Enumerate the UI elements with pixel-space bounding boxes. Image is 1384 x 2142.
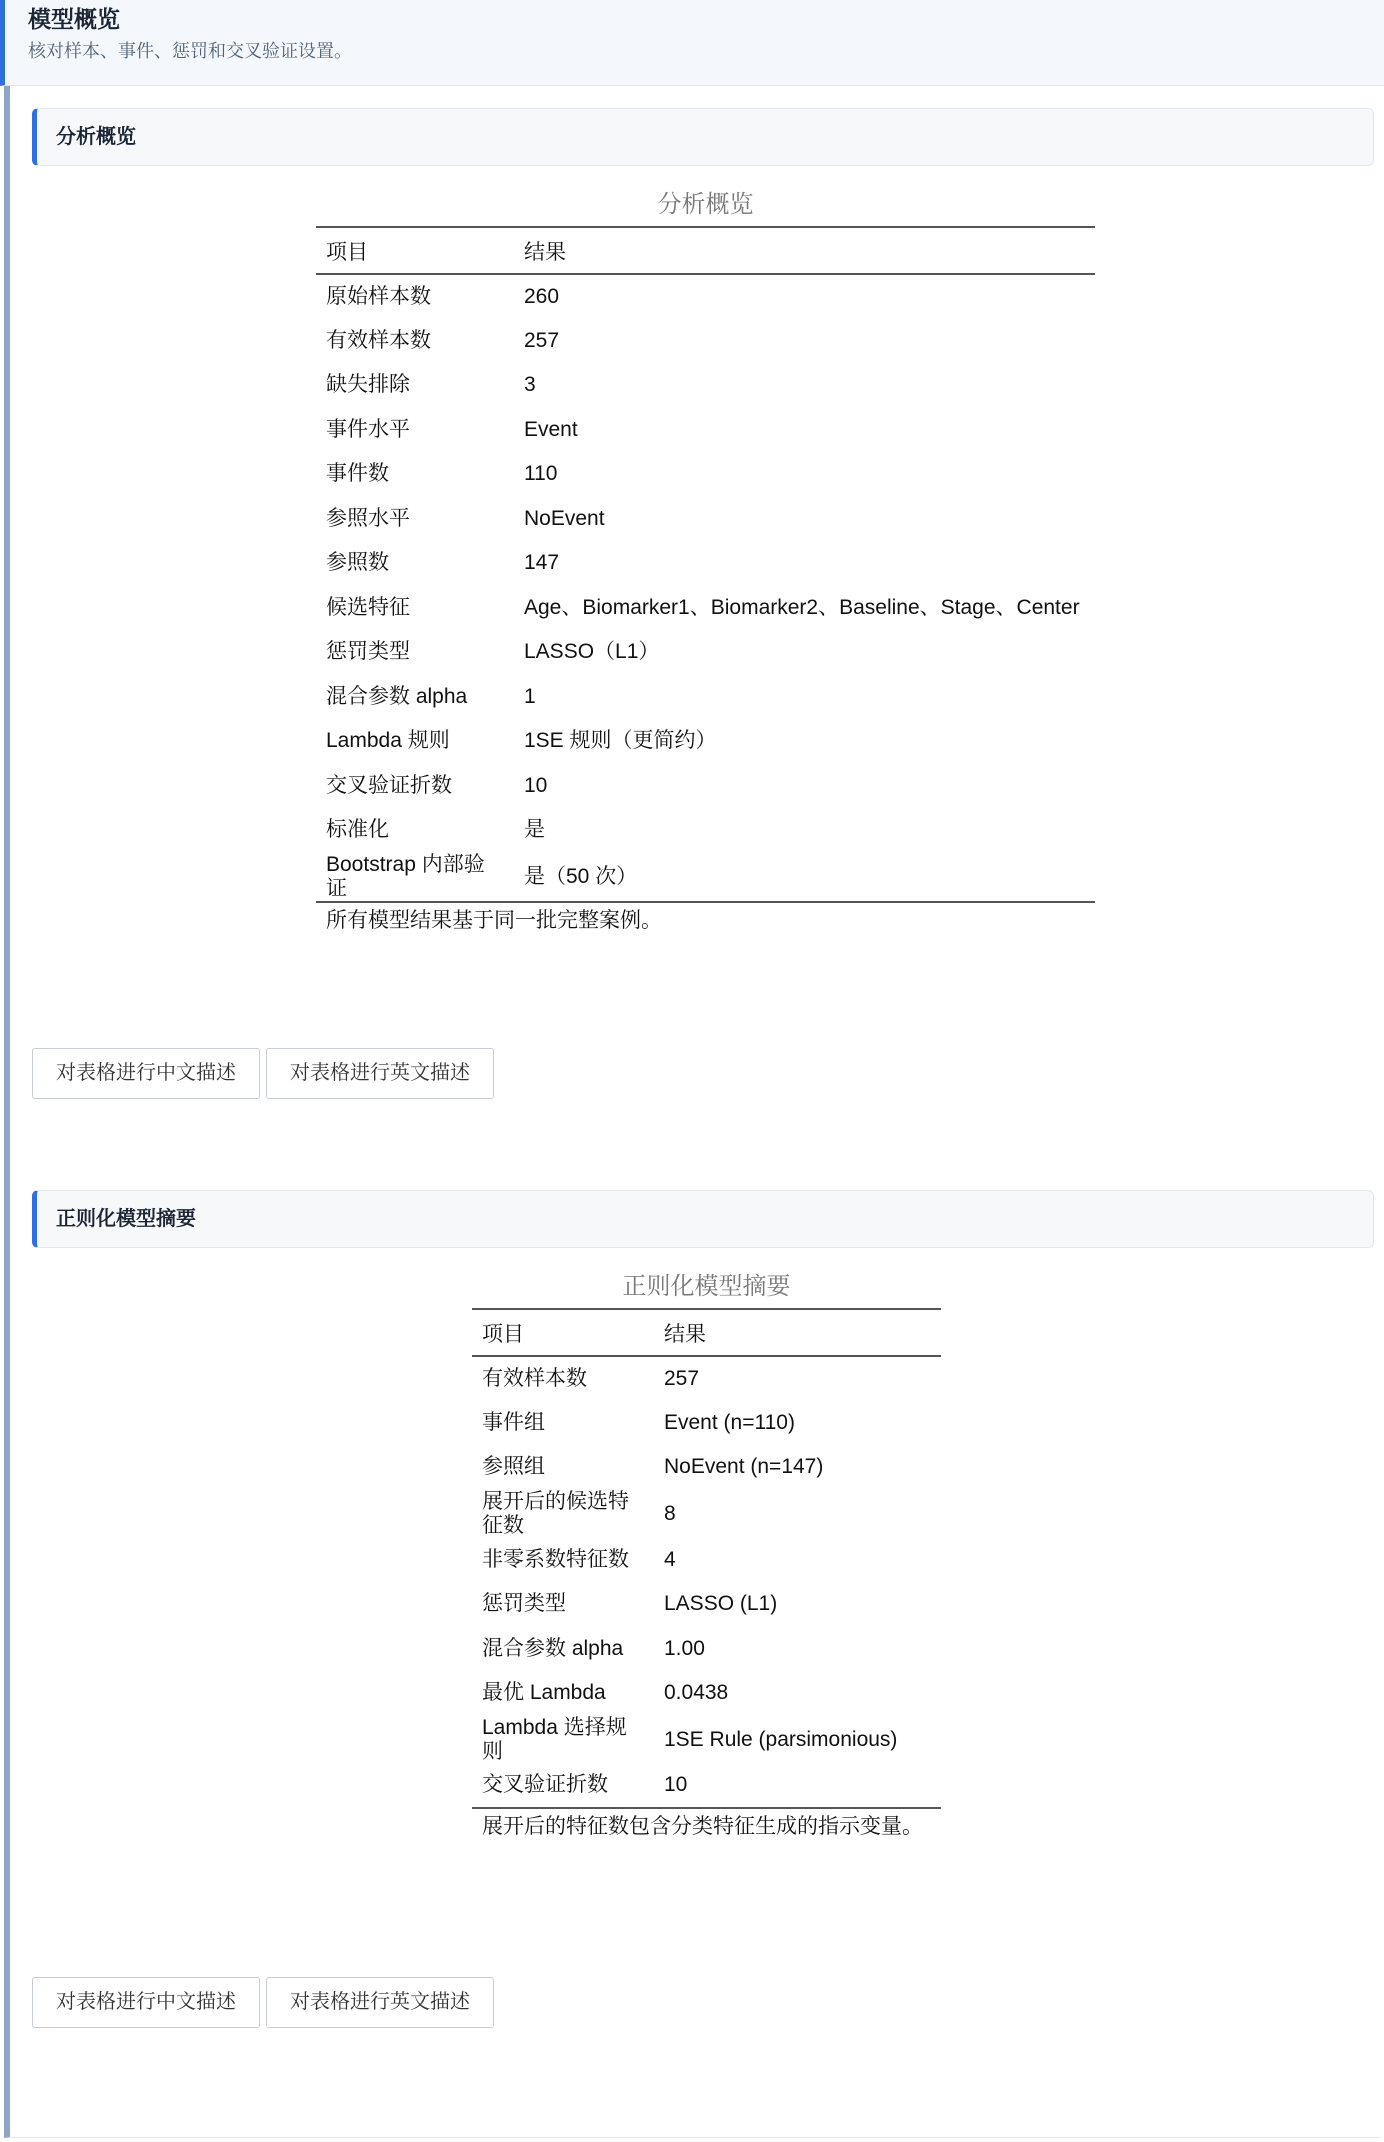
section-heading-regularized-model-summary: 正则化模型摘要	[32, 1190, 1374, 1248]
row-item-cell: 事件组	[482, 1410, 545, 1434]
table-row	[316, 408, 1095, 453]
row-result-cell: Event (n=110)	[664, 1410, 795, 1434]
row-result-cell: 0.0438	[664, 1681, 729, 1705]
table-row	[316, 853, 1095, 902]
row-result-cell: 是	[524, 818, 545, 842]
row-item-cell: 参照水平	[326, 506, 410, 530]
row-item-cell: 交叉验证折数	[472, 1764, 654, 1809]
table-note: 展开后的特征数包含分类特征生成的指示变量。	[482, 1815, 923, 1838]
row-result-cell: 1.00	[664, 1636, 705, 1660]
row-result-cell: NoEvent (n=147)	[664, 1455, 824, 1479]
table-row	[316, 363, 1095, 408]
describe-table-chinese-button[interactable]: 对表格进行中文描述	[32, 1048, 260, 1099]
table-row	[472, 1401, 941, 1446]
table-caption: 正则化模型摘要	[622, 1273, 791, 1300]
row-result-cell: 1SE 规则（更简约）	[524, 729, 717, 753]
row-result-cell: 257	[664, 1366, 700, 1390]
table-header-row	[472, 1309, 941, 1356]
table-row	[316, 274, 1095, 319]
table-row	[472, 1445, 941, 1490]
row-result-cell: 10	[654, 1764, 941, 1809]
row-item-cell: Lambda 选择规则	[482, 1715, 627, 1763]
row-item-cell: 缺失排除	[326, 373, 410, 397]
regularized-model-summary-table	[472, 1270, 941, 1839]
table-body	[472, 1356, 941, 1808]
row-result-cell: Age、Biomarker1、Biomarker2、Baseline、Stage、Center	[524, 595, 1080, 619]
table-row	[316, 675, 1095, 720]
table-body	[316, 274, 1095, 902]
table-row	[316, 586, 1095, 631]
row-result-cell: 110	[524, 462, 558, 486]
row-item-cell: 有效样本数	[482, 1366, 587, 1390]
row-result-cell: 1	[524, 684, 536, 708]
page-title: 模型概览	[28, 6, 120, 32]
page-header	[0, 0, 1384, 86]
row-item-cell: Bootstrap 内部验证	[316, 853, 514, 902]
table-row	[472, 1671, 941, 1716]
row-item-cell: 原始样本数	[326, 284, 431, 308]
row-result-cell: LASSO（L1）	[524, 640, 660, 664]
row-item-cell: 非零系数特征数	[482, 1547, 629, 1571]
table-row	[472, 1538, 941, 1583]
page-subtitle: 核对样本、事件、惩罚和交叉验证设置。	[28, 41, 352, 61]
row-item-cell: 有效样本数	[326, 328, 431, 352]
analysis-overview-table	[316, 188, 1095, 933]
column-header-item: 项目	[472, 1309, 654, 1356]
row-item-cell: Lambda 规则	[326, 729, 450, 753]
row-item-cell: 展开后的候选特征数	[482, 1489, 629, 1537]
row-result-cell: Event	[524, 417, 578, 441]
row-item-cell: 混合参数 alpha	[326, 684, 468, 708]
table-row	[472, 1627, 941, 1672]
table-row	[316, 497, 1095, 542]
table-header-row	[316, 227, 1095, 274]
table-row	[316, 319, 1095, 364]
row-item-cell: 事件数	[326, 462, 389, 486]
row-item-cell: 交叉验证折数	[326, 773, 452, 797]
row-item-cell: 最优 Lambda	[482, 1681, 606, 1705]
table-row	[472, 1356, 941, 1401]
row-item-cell: 惩罚类型	[326, 640, 410, 664]
table-note: 所有模型结果基于同一批完整案例。	[326, 908, 662, 932]
table-row	[472, 1582, 941, 1627]
section-heading-analysis-overview: 分析概览	[32, 108, 1374, 166]
table-caption: 分析概览	[657, 191, 754, 218]
row-result-cell: 3	[524, 373, 536, 397]
row-item-cell: 事件水平	[326, 417, 410, 441]
row-item-cell: 标准化	[326, 818, 389, 842]
table-row	[472, 1716, 941, 1764]
table-row	[316, 808, 1095, 853]
row-item-cell: 候选特征	[326, 595, 410, 619]
row-result-cell: 257	[524, 328, 560, 352]
row-item-cell: 参照组	[482, 1455, 545, 1479]
describe-table-english-button[interactable]: 对表格进行英文描述	[266, 1977, 494, 2028]
row-result-cell: 1SE Rule (parsimonious)	[664, 1727, 898, 1751]
column-header-item: 项目	[316, 227, 514, 274]
row-item-cell: 参照数	[326, 551, 389, 575]
row-result-cell: 147	[524, 551, 560, 575]
table-row	[472, 1764, 941, 1809]
row-result-cell: NoEvent	[524, 506, 605, 530]
row-result-cell: 是（50 次）	[514, 853, 1095, 902]
describe-table-chinese-button[interactable]: 对表格进行中文描述	[32, 1977, 260, 2028]
row-result-cell: 4	[664, 1547, 676, 1571]
row-result-cell: 260	[524, 284, 560, 308]
table-row	[316, 452, 1095, 497]
table-row	[316, 719, 1095, 764]
row-result-cell: 8	[664, 1501, 676, 1525]
describe-table-english-button[interactable]: 对表格进行英文描述	[266, 1048, 494, 1099]
row-item-cell: 混合参数 alpha	[482, 1636, 624, 1660]
column-header-result: 结果	[514, 227, 1095, 274]
table-row	[472, 1490, 941, 1538]
row-result-cell: LASSO (L1)	[664, 1592, 778, 1616]
table-row	[316, 541, 1095, 586]
main-panel	[4, 86, 1380, 2138]
row-result-cell: 10	[524, 773, 548, 797]
table-row	[316, 630, 1095, 675]
row-item-cell: 惩罚类型	[482, 1592, 566, 1616]
table-row	[316, 764, 1095, 809]
column-header-result: 结果	[654, 1309, 941, 1356]
